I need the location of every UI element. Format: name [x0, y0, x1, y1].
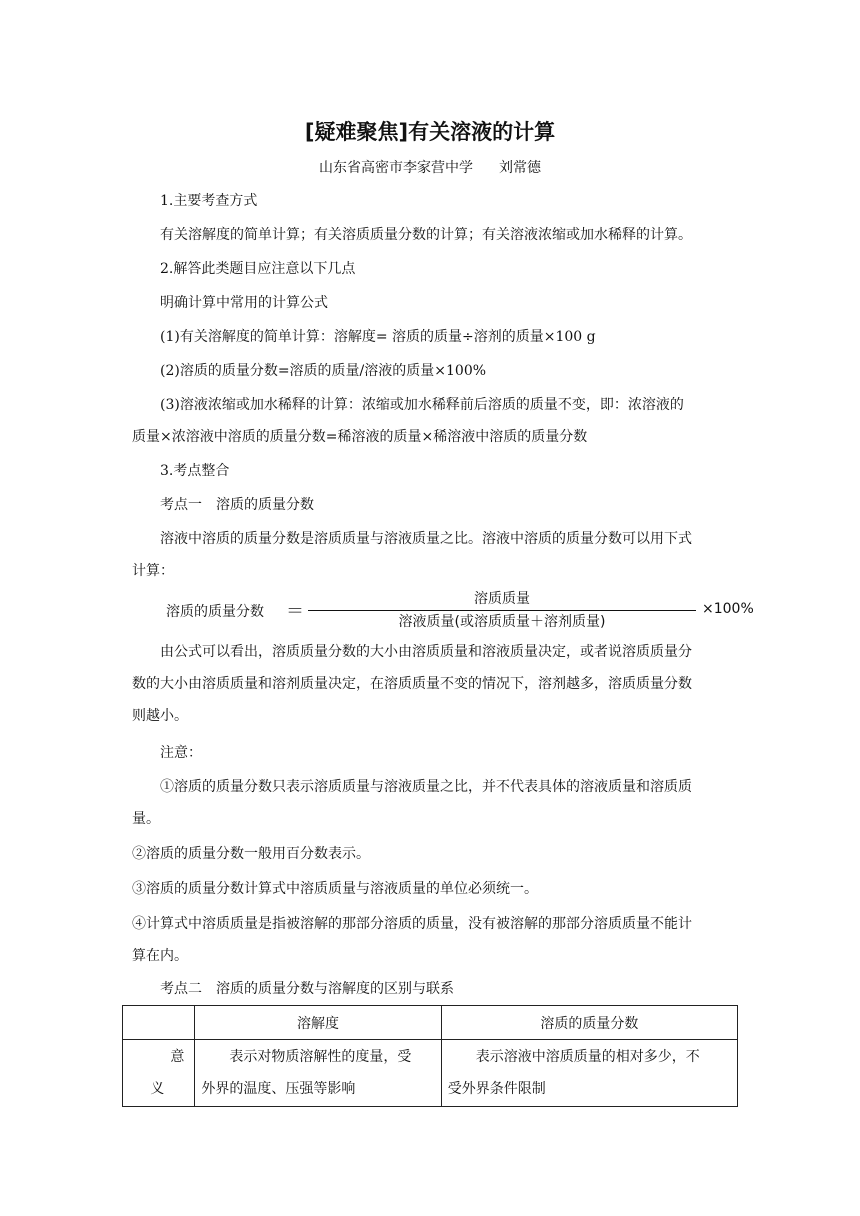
paragraph-topic1-line2: 计算： [132, 563, 174, 579]
paragraph-topic1-line1: 溶液中溶质的质量分数是溶质质量与溶液质量之比。溶液中溶质的质量分数可以用下式 [160, 531, 692, 547]
paragraph-formula-explain-line1: 由公式可以看出，溶质质量分数的大小由溶质质量和溶液质量决定，或者说溶质质量分 [160, 644, 692, 660]
paragraph-formula-explain-line3: 则越小。 [132, 708, 188, 724]
paragraph-exam-methods: 有关溶解度的简单计算；有关溶质质量分数的计算；有关溶液浓缩或加水稀释的计算。 [160, 227, 692, 243]
formula-tail: ×100% [702, 601, 754, 617]
topic-1-heading: 考点一 溶质的质量分数 [160, 497, 314, 513]
note-4-line2: 算在内。 [132, 948, 188, 964]
paragraph-item-2: (2)溶质的质量分数=溶质的质量/溶液的质量×100% [160, 363, 487, 379]
note-heading: 注意： [160, 745, 202, 761]
paragraph-item-3-line2: 质量×浓溶液中溶质的质量分数=稀溶液的质量×稀溶液中溶质的质量分数 [132, 429, 588, 445]
table-header-row [123, 1006, 738, 1040]
row-label-char-1: 意 [170, 1049, 185, 1065]
paragraph-item-1: (1)有关溶解度的简单计算：溶解度= 溶质的质量÷溶剂的质量×100 g [160, 329, 596, 345]
note-1-line1: ①溶质的质量分数只表示溶质质量与溶液质量之比，并不代表具体的溶液质量和溶质质 [160, 779, 692, 795]
solubility-meaning-cell [195, 1040, 441, 1107]
row-label-char-2: 义 [150, 1081, 165, 1097]
paragraph-formula-explain-line2: 数的大小由溶质质量和溶剂质量决定，在溶质质量不变的情况下，溶剂越多，溶质质量分数 [132, 676, 692, 692]
solubility-meaning-line2: 外界的温度、压强等影响 [201, 1081, 356, 1097]
paragraph-item-3-line1: (3)溶液浓缩或加水稀释的计算：浓缩或加水稀释前后溶质的质量不变，即：浓溶液的 [160, 397, 684, 413]
fraction-bar [308, 610, 696, 611]
table-header-blank [123, 1006, 195, 1040]
note-4-line1: ④计算式中溶质质量是指被溶解的那部分溶质的质量，没有被溶解的那部分溶质质量不能计 [132, 916, 692, 932]
note-3: ③溶质的质量分数计算式中溶质质量与溶液质量的单位必须统一。 [132, 881, 538, 897]
table-header-mass-fraction: 溶质的质量分数 [441, 1006, 737, 1040]
section-heading-1: 1.主要考查方式 [160, 193, 258, 209]
fraction-meaning-line1: 表示溶液中溶质质量的相对多少，不 [475, 1049, 700, 1065]
table-header-solubility: 溶解度 [195, 1006, 441, 1040]
comparison-table [122, 1005, 738, 1107]
table-row-label [123, 1040, 195, 1107]
note-2: ②溶质的质量分数一般用百分数表示。 [132, 846, 370, 862]
author-school: 山东省高密市李家营中学 [319, 160, 473, 176]
fraction-meaning-cell [441, 1040, 737, 1107]
solubility-meaning-line1: 表示对物质溶解性的度量，受 [229, 1049, 412, 1065]
table-row [123, 1040, 738, 1107]
formula-lhs: 溶质的质量分数 [166, 604, 264, 620]
section-heading-2: 2.解答此类题目应注意以下几点 [160, 261, 356, 277]
author-name: 刘常德 [499, 160, 541, 176]
formula-fraction [308, 589, 696, 632]
fraction-meaning-line2: 受外界条件限制 [447, 1081, 546, 1097]
formula-denominator: 溶液质量(或溶质质量＋溶剂质量) [398, 614, 606, 630]
author-line [0, 157, 860, 177]
paragraph-formulas-intro: 明确计算中常用的计算公式 [160, 295, 328, 311]
note-1-line2: 量。 [132, 811, 160, 827]
formula-equals: ＝ [286, 601, 304, 622]
document-title: [疑难聚焦]有关溶液的计算 [304, 120, 556, 144]
topic-2-heading: 考点二 溶质的质量分数与溶解度的区别与联系 [160, 981, 454, 997]
formula-numerator: 溶质质量 [474, 591, 530, 607]
section-heading-3: 3.考点整合 [160, 463, 230, 479]
